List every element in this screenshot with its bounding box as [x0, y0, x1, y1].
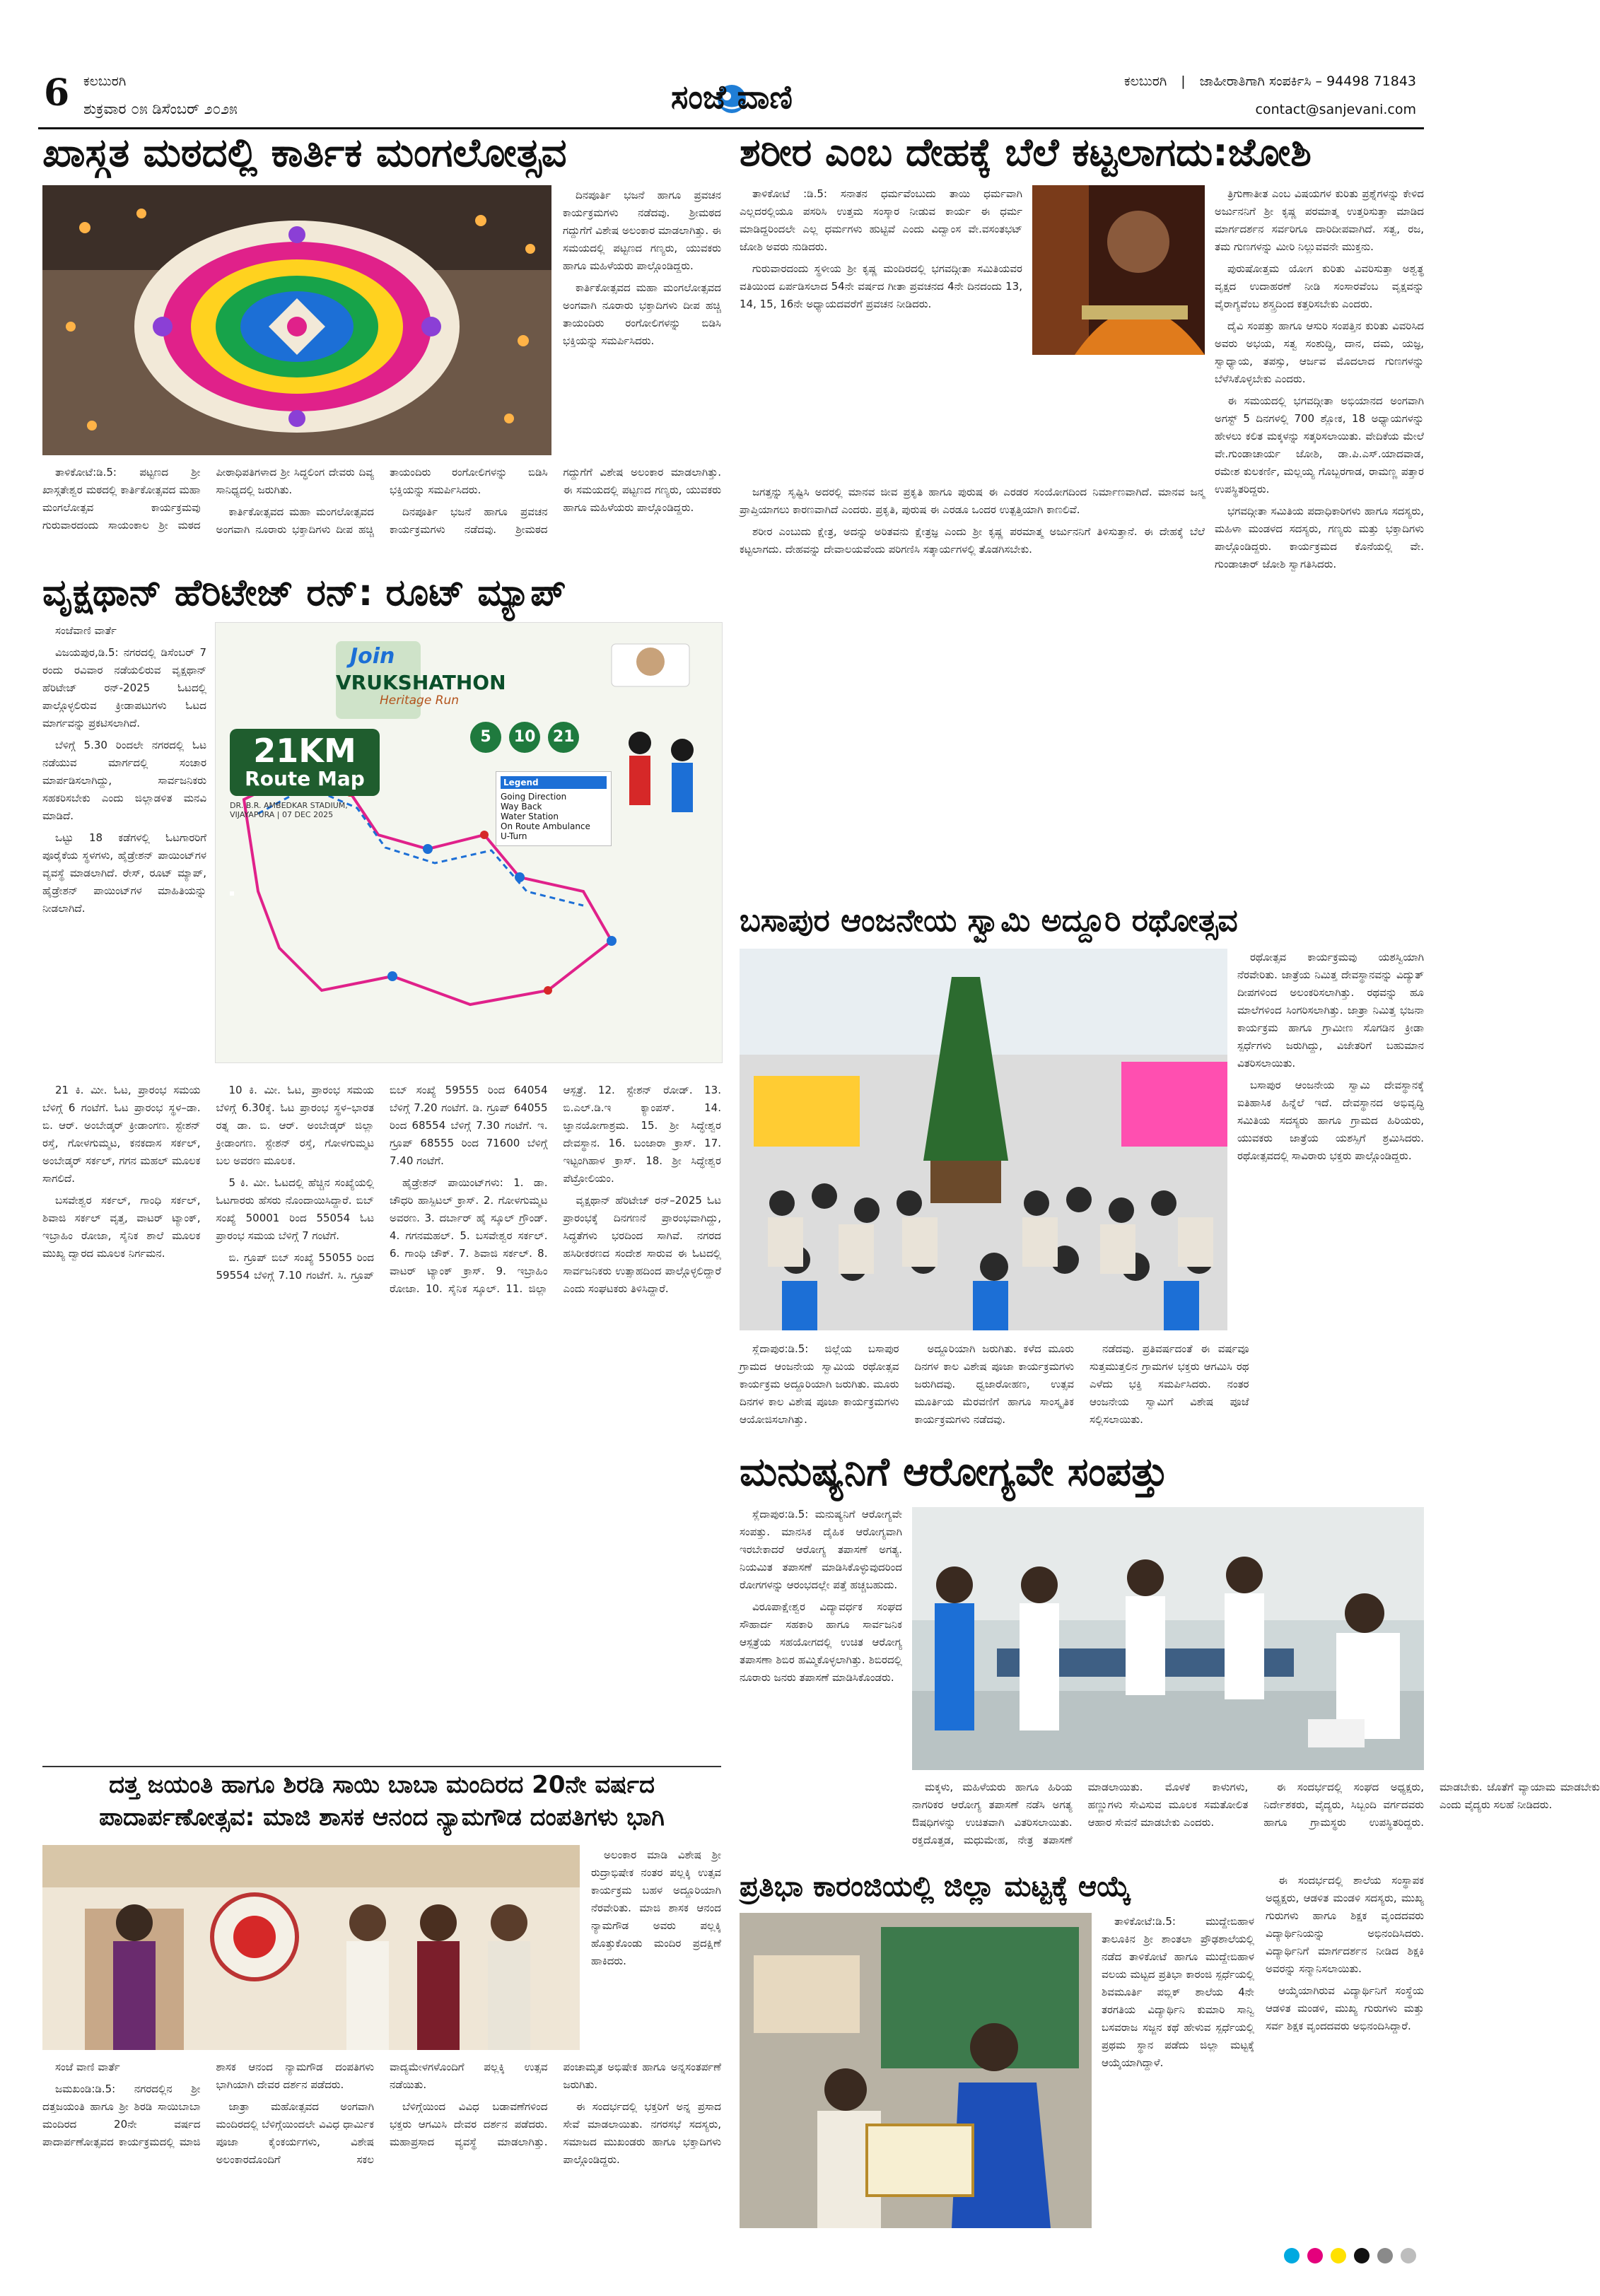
- color-dot: [1284, 2248, 1300, 2263]
- joshi-column-1: ತಾಳಿಕೋಟೆ :ಡಿ.5: ಸನಾತನ ಧರ್ಮವೆಂಬುದು ತಾಯಿ ಧರ್ಮವಾಗಿ ಎಲ್ಲದರಲ್ಲಿಯೂ ಪಸರಿಸಿ ಉತ್ತಮ ಸಂಸ್ಕಾರ ನೀಡುವ ಕಾರ್ಯ ಈ ಧರ್ಮ ಮಾಡಿದ್ದರಿಂದಲೇ ಎಲ್ಲ ಧರ್ಮಗಳು ಹುಟ್ಟಿವೆ ಎಂದು ವಿದ್ವಾಂಸ ವೇ.ವಸಂತಭಟ್ ಜೋಶಿ ಅವರು ನುಡಿದರು. ಗುರುವಾರದಂದು ಸ್ಥಳೀಯ ಶ್ರೀ ಕೃಷ್ಣ ಮಂದಿರದಲ್ಲಿ ಭಗವದ್ಗೀತಾ ಸಮಿತಿಯವರ ವತಿಯಿಂದ ಏರ್ಪಡಿಸಲಾದ 54ನೇ ವರ್ಷದ ಗೀತಾ ಪ್ರವಚನದ 4ನೇ ದಿನದಂದು 13, 14, 15, 16ನೇ ಅಧ್ಯಾಯದವರೆಗೆ ಪ್ರವಚನ ನೀಡಿದರು.: [740, 187, 1022, 310]
- student-image: [740, 1913, 1092, 2228]
- masthead-rule: [38, 127, 1424, 129]
- datta-image: [42, 1845, 580, 2050]
- pratibha-column-2: ಈ ಸಂದರ್ಭದಲ್ಲಿ ಶಾಲೆಯ ಸಂಸ್ಥಾಪಕ ಅಧ್ಯಕ್ಷರು, ಆಡಳಿತ ಮಂಡಳಿ ಸದಸ್ಯರು, ಮುಖ್ಯ ಗುರುಗಳು ಹಾಗೂ ಶಿಕ್ಷಕ ವೃಂದದವರು ವಿದ್ಯಾರ್ಥಿನಿಯನ್ನು ಅಭಿನಂದಿಸಿದರು. ವಿದ್ಯಾರ್ಥಿನಿಗೆ ಮಾರ್ಗದರ್ಶನ ನೀಡಿದ ಶಿಕ್ಷಕಿ ಅವರನ್ನು ಸನ್ಮಾನಿಸಲಾಯಿತು. ಆಯ್ಕೆಯಾಗಿರುವ ವಿದ್ಯಾರ್ಥಿನಿಗೆ ಸಂಸ್ಥೆಯ ಆಡಳಿತ ಮಂಡಳಿ, ಮುಖ್ಯ ಗುರುಗಳು ಮತ್ತು ಸರ್ವ ಶಿಕ್ಷಕ ವೃಂದದವರು ಅಭಿನಂದಿಸಿದ್ದಾರೆ.: [1266, 1874, 1424, 2032]
- karthika-headline: ಖಾಸ್ಗತ ಮಠದಲ್ಲಿ ಕಾರ್ತಿಕ ಮಂಗಲೋತ್ಸವ: [42, 130, 567, 176]
- rath-headline: ಬಸಾಪುರ ಆಂಜನೇಯ ಸ್ವಾಮಿ ಅದ್ದೂರಿ ರಥೋತ್ಸವ: [740, 903, 1238, 939]
- color-dot: [1307, 2248, 1323, 2263]
- pratibha-photo: [740, 1913, 1092, 2228]
- vruksha-headline: ವೃಕ್ಷಥಾನ್ ಹೆರಿಟೇಜ್ ರನ್: ರೂಟ್ ಮ್ಯಾಪ್: [42, 572, 566, 614]
- datta-column-right: ಅಲಂಕಾರ ಮಾಡಿ ವಿಶೇಷ ಶ್ರೀ ರುದ್ರಾಭಿಷೇಕ ನಂತರ ಪಲ್ಲಕ್ಕಿ ಉತ್ಸವ ಕಾರ್ಯಕ್ರಮ ಬಹಳ ಅದ್ದೂರಿಯಾಗಿ ನೆರವೇರಿತು. ಮಾಜಿ ಶಾಸಕ ಆನಂದ ನ್ಯಾಮಗೌಡ ಅವರು ಪಲ್ಲಕ್ಕಿ ಹೊತ್ತುಕೊಂಡು ಮಂದಿರ ಪ್ರದಕ್ಷಿಣೆ ಹಾಕಿದರು.: [591, 1849, 721, 1967]
- color-dot: [1354, 2248, 1370, 2263]
- poster-venue: DR. B.R. AMBEDKAR STADIUM, VIJAYAPURA | 07 DEC 2025: [230, 801, 348, 819]
- rangoli-image: [42, 185, 551, 455]
- joshi-column-2: ಜಗತ್ತನ್ನು ಸೃಷ್ಟಿಸಿ ಅದರಲ್ಲಿ ಮಾನವ ಜೀವ ಪ್ರಕೃತಿ ಹಾಗೂ ಪುರುಷ ಈ ಎರಡರ ಸಂಯೋಗದಿಂದ ನಿರ್ಮಾಣವಾಗಿದೆ. ಮಾನವ ಜನ್ಮ ಪ್ರಾಪ್ತಿಯಾಗಲು ಕಾರಣವಾಗಿದೆ ಎಂದರು. ಪ್ರಕೃತಿ, ಪುರುಷ ಈ ಎರಡೂ ಒಂದರ ಉತ್ಪತ್ತಿಯಾಗಿ ಕಾಣಲಿವೆ. ಶರೀರ ಎಂಬುದು ಕ್ಷೇತ್ರ, ಅದನ್ನು ಅರಿತವನು ಕ್ಷೇತ್ರಜ್ಞ ಎಂದು ಶ್ರೀ ಕೃಷ್ಣ ಪರಮಾತ್ಮ ಅರ್ಜುನನಿಗೆ ತಿಳಿಸುತ್ತಾನೆ. ಈ ದೇಹಕ್ಕೆ ಬೆಲೆ ಕಟ್ಟಲಾಗದು. ದೇಹವನ್ನು ದೇವಾಲಯವೆಂದು ಪರಿಗಣಿಸಿ ಸತ್ಕಾರ್ಯಗಳಲ್ಲಿ ತೊಡಗಿಸಬೇಕು.: [740, 486, 1205, 556]
- poster-subtitle: Heritage Run: [380, 693, 460, 708]
- legend-item: Way Back: [501, 802, 542, 812]
- city-left: ಕಲಬುರಗಿ: [83, 74, 127, 89]
- arogya-headline: ಮನುಷ್ಯನಿಗೆ ಆರೋಗ್ಯವೇ ಸಂಪತ್ತು: [740, 1449, 1169, 1495]
- newspaper-logo: [615, 74, 848, 123]
- color-dot: [1401, 2248, 1416, 2263]
- poster-join: Join: [350, 644, 395, 669]
- route-badge-sub: Route Map: [245, 767, 365, 790]
- datta-headline-1: ದತ್ತ ಜಯಂತಿ ಹಾಗೂ ಶಿರಡಿ ಸಾಯಿ ಬಾಬಾ ಮಂದಿರದ 20ನೇ ವರ್ಷದ: [109, 1771, 655, 1799]
- rath-column-right: ರಥೋತ್ಸವ ಕಾರ್ಯಕ್ರಮವು ಯಶಸ್ವಿಯಾಗಿ ನೆರವೇರಿತು. ಜಾತ್ರೆಯ ನಿಮಿತ್ತ ದೇವಸ್ಥಾನವನ್ನು ವಿದ್ಯುತ್ ದೀಪಗಳಿಂದ ಅಲಂಕರಿಸಲಾಗಿತ್ತು. ರಥವನ್ನು ಹೂ ಮಾಲೆಗಳಿಂದ ಸಿಂಗರಿಸಲಾಗಿತ್ತು. ಜಾತ್ರಾ ನಿಮಿತ್ತ ಭಜನಾ ಕಾರ್ಯಕ್ರಮ ಹಾಗೂ ಗ್ರಾಮೀಣ ಸೊಗಡಿನ ಕ್ರೀಡಾ ಸ್ಪರ್ಧೆಗಳು ಜರುಗಿದ್ದು, ವಿಜೇತರಿಗೆ ಬಹುಮಾನ ವಿತರಿಸಲಾಯಿತು. ಬಸಾಪುರ ಆಂಜನೇಯ ಸ್ವಾಮಿ ದೇವಸ್ಥಾನಕ್ಕೆ ಐತಿಹಾಸಿಕ ಹಿನ್ನೆಲೆ ಇದೆ. ದೇವಸ್ಥಾನದ ಅಭಿವೃದ್ಧಿ ಸಮಿತಿಯ ಸದಸ್ಯರು ಹಾಗೂ ಗ್ರಾಮದ ಹಿರಿಯರು, ಯುವಕರು ಜಾತ್ರೆಯ ಯಶಸ್ಸಿಗೆ ಶ್ರಮಿಸಿದರು. ರಥೋತ್ಸವದಲ್ಲಿ ಸಾವಿರಾರು ಭಕ್ತರು ಪಾಲ್ಗೊಂಡಿದ್ದರು.: [1237, 951, 1424, 1162]
- rath-photo: [740, 949, 1227, 1330]
- rangoli-photo: [42, 185, 551, 455]
- distance-5: 5: [470, 722, 501, 753]
- contact-email[interactable]: contact@sanjevani.com: [1255, 102, 1416, 117]
- karthika-column-right: ದಿನಪೂರ್ತಿ ಭಜನೆ ಹಾಗೂ ಪ್ರವಚನ ಕಾರ್ಯಕ್ರಮಗಳು ನಡೆದವು. ಶ್ರೀಮಠದ ಗದ್ದುಗೆಗೆ ವಿಶೇಷ ಅಲಂಕಾರ ಮಾಡಲಾಗಿತ್ತು. ಈ ಸಮಯದಲ್ಲಿ ಪಟ್ಟಣದ ಗಣ್ಯರು, ಯುವಕರು ಹಾಗೂ ಮಹಿಳೆಯರು ಪಾಲ್ಗೊಂಡಿದ್ದರು. ಕಾರ್ತಿಕೋತ್ಸವದ ಮಹಾ ಮಂಗಲೋತ್ಸವದ ಅಂಗವಾಗಿ ನೂರಾರು ಭಕ್ತಾದಿಗಳು ದೀಪ ಹಚ್ಚಿ ತಾಯಂದಿರು ರಂಗೋಲಿಗಳನ್ನು ಬಿಡಿಸಿ ಭಕ್ತಿಯನ್ನು ಸಮರ್ಪಿಸಿದರು.: [563, 189, 721, 347]
- karthika-body: ತಾಳಿಕೋಟೆ:ಡಿ.5: ಪಟ್ಟಣದ ಶ್ರೀ ಖಾಸ್ಗತೇಶ್ವರ ಮಠದಲ್ಲಿ ಕಾರ್ತಿಕೋತ್ಸವದ ಮಹಾ ಮಂಗಲೋತ್ಸವ ಕಾರ್ಯಕ್ರಮವು ಗುರುವಾರದಂದು ಸಾಯಂಕಾಲ ಶ್ರೀ ಮಠದ ಪೀಠಾಧಿಪತಿಗಳಾದ ಶ್ರೀ ಸಿದ್ಧಲಿಂಗ ದೇವರು ದಿವ್ಯ ಸಾನಿಧ್ಯದಲ್ಲಿ ಜರುಗಿತು. ಕಾರ್ತಿಕೋತ್ಸವದ ಮಹಾ ಮಂಗಲೋತ್ಸವದ ಅಂಗವಾಗಿ ನೂರಾರು ಭಕ್ತಾದಿಗಳು ದೀಪ ಹಚ್ಚಿ ತಾಯಂದಿರು ರಂಗೋಲಿಗಳನ್ನು ಬಿಡಿಸಿ ಭಕ್ತಿಯನ್ನು ಸಮರ್ಪಿಸಿದರು. ದಿನಪೂರ್ತಿ ಭಜನೆ ಹಾಗೂ ಪ್ರವಚನ ಕಾರ್ಯಕ್ರಮಗಳು ನಡೆದವು. ಶ್ರೀಮಠದ ಗದ್ದುಗೆಗೆ ವಿಶೇಷ ಅಲಂಕಾರ ಮಾಡಲಾಗಿತ್ತು. ಈ ಸಮಯದಲ್ಲಿ ಪಟ್ಟಣದ ಗಣ್ಯರು, ಯುವಕರು ಹಾಗೂ ಮಹಿಳೆಯರು ಪಾಲ್ಗೊಂಡಿದ್ದರು.: [42, 466, 721, 536]
- joshi-headline: ಶರೀರ ಎಂಬ ದೇಹಕ್ಕೆ ಬೆಲೆ ಕಟ್ಟಲಾಗದು:ಜೋಶಿ: [740, 130, 1312, 175]
- poster-title: VRUKSHATHON: [336, 671, 506, 694]
- datta-headline-2: ಪಾದಾರ್ಪಣೋತ್ಸವ: ಮಾಜಿ ಶಾಸಕ ಆನಂದ ನ್ಯಾಮಗೌಡ ದಂಪತಿಗಳು ಭಾಗಿ: [99, 1803, 665, 1832]
- arogya-column-1: ಸ್ಲೆದಾಪುರ:ಡಿ.5: ಮನುಷ್ಯನಿಗೆ ಆರೋಗ್ಯವೇ ಸಂಪತ್ತು. ಮಾನಸಿಕ ದೈಹಿಕ ಆರೋಗ್ಯವಾಗಿ ಇರಬೇಕಾದರೆ ಆರೋಗ್ಯ ತಪಾಸಣೆ ಅಗತ್ಯ. ನಿಯಮಿತ ತಪಾಸಣೆ ಮಾಡಿಸಿಕೊಳ್ಳುವುದರಿಂದ ರೋಗಗಳನ್ನು ಆರಂಭದಲ್ಲೇ ಪತ್ತೆ ಹಚ್ಚಬಹುದು. ವಿರೂಪಾಕ್ಷೇಶ್ವರ ವಿದ್ಯಾವರ್ಧಕ ಸಂಘದ ಸೌಹಾರ್ದ ಸಹಕಾರಿ ಹಾಗೂ ಸಾರ್ವಜನಿಕ ಆಸ್ಪತ್ರೆಯ ಸಹಯೋಗದಲ್ಲಿ ಉಚಿತ ಆರೋಗ್ಯ ತಪಾಸಣಾ ಶಿಬಿರ ಹಮ್ಮಿಕೊಳ್ಳಲಾಗಿತ್ತು. ಶಿಬಿರದಲ್ಲಿ ನೂರಾರು ಜನರು ತಪಾಸಣೆ ಮಾಡಿಸಿಕೊಂಡರು.: [740, 1508, 902, 1684]
- route-map-poster: [215, 622, 723, 1063]
- legend-item: Going Direction: [501, 792, 567, 802]
- datta-body: ಸಂಜೆ ವಾಣಿ ವಾರ್ತೆ ಜಮಖಂಡಿ:ಡಿ.5: ನಗರದಲ್ಲಿನ ಶ್ರೀ ದತ್ತಜಯಂತಿ ಹಾಗೂ ಶ್ರೀ ಶಿರಡಿ ಸಾಯಿಬಾಬಾ ಮಂದಿರದ 20ನೇ ವರ್ಷದ ಪಾದಾರ್ಪಣೋತ್ಸವದ ಕಾರ್ಯಕ್ರಮದಲ್ಲಿ ಮಾಜಿ ಶಾಸಕ ಆನಂದ ನ್ಯಾಮಗೌಡ ದಂಪತಿಗಳು ಭಾಗಿಯಾಗಿ ದೇವರ ದರ್ಶನ ಪಡೆದರು. ಜಾತ್ರಾ ಮಹೋತ್ಸವದ ಅಂಗವಾಗಿ ಮಂದಿರದಲ್ಲಿ ಬೆಳಿಗ್ಗೆಯಿಂದಲೇ ವಿವಿಧ ಧಾರ್ಮಿಕ ಪೂಜಾ ಕೈಂಕರ್ಯಗಳು, ವಿಶೇಷ ಅಲಂಕಾರದೊಂದಿಗೆ ಸಕಲ ವಾದ್ಯಮೇಳಗಳೊಂದಿಗೆ ಪಲ್ಲಕ್ಕಿ ಉತ್ಸವ ನಡೆಯಿತು. ಬೆಳಿಗ್ಗೆಯಿಂದ ವಿವಿಧ ಬಡಾವಣೆಗಳಿಂದ ಭಕ್ತರು ಆಗಮಿಸಿ ದೇವರ ದರ್ಶನ ಪಡೆದರು. ಮಹಾಪ್ರಸಾದ ವ್ಯವಸ್ಥೆ ಮಾಡಲಾಗಿತ್ತು. ಪಂಚಾಮೃತ ಅಭಿಷೇಕ ಹಾಗೂ ಅನ್ನಸಂತರ್ಪಣೆ ಜರುಗಿತು. ಈ ಸಂದರ್ಭದಲ್ಲಿ ಭಕ್ತರಿಗೆ ಅನ್ನ ಪ್ರಸಾದ ಸೇವೆ ಮಾಡಲಾಯಿತು. ನಗರಸಭೆ ಸದಸ್ಯರು, ಸಮಾಜದ ಮುಖಂಡರು ಹಾಗೂ ಭಕ್ತಾದಿಗಳು ಪಾಲ್ಗೊಂಡಿದ್ದರು.: [42, 2061, 721, 2166]
- legend-item: Water Station: [501, 812, 559, 821]
- color-registration-dots: [1280, 2248, 1416, 2266]
- color-dot: [1331, 2248, 1346, 2263]
- route-badge: [230, 729, 380, 796]
- distance-21: 21: [548, 722, 579, 753]
- color-dot: [1377, 2248, 1393, 2263]
- city-right: ಕಲಬುರಗಿ: [1124, 74, 1167, 89]
- poster-distances: [470, 722, 579, 753]
- issue-date: ಶುಕ್ರವಾರ ೦೫ ಡಿಸೆಂಬರ್ ೨೦೨೫: [83, 100, 238, 117]
- joshi-photo: [1032, 185, 1205, 355]
- datta-photo: [42, 1845, 580, 2050]
- joshi-column-right: ತ್ರಿಗುಣಾತೀತ ಎಂಬ ವಿಷಯಗಳ ಕುರಿತು ಪ್ರಶ್ನೆಗಳನ್ನು ಕೇಳಿದ ಅರ್ಜುನನಿಗೆ ಶ್ರೀ ಕೃಷ್ಣ ಪರಮಾತ್ಮ ಉತ್ತರಿಸುತ್ತಾ ಮಾಡಿದ ಮಾರ್ಗದರ್ಶನ ಸರ್ವರಿಗೂ ದಾರಿದೀಪವಾಗಿದೆ. ಸತ್ವ, ರಜ, ತಮ ಗುಣಗಳನ್ನು ಮೀರಿ ನಿಲ್ಲುವವನೇ ಮುಕ್ತನು. ಪುರುಷೋತ್ತಮ ಯೋಗ ಕುರಿತು ವಿವರಿಸುತ್ತಾ ಅಶ್ವತ್ಥ ವೃಕ್ಷದ ಉದಾಹರಣೆ ನೀಡಿ ಸಂಸಾರವೆಂಬ ವೃಕ್ಷವನ್ನು ವೈರಾಗ್ಯವೆಂಬ ಶಸ್ತ್ರದಿಂದ ಕತ್ತರಿಸಬೇಕು ಎಂದರು. ದೈವಿ ಸಂಪತ್ತು ಹಾಗೂ ಆಸುರಿ ಸಂಪತ್ತಿನ ಕುರಿತು ವಿವರಿಸಿದ ಅವರು ಅಭಯ, ಸತ್ವ ಸಂಶುದ್ಧಿ, ದಾನ, ದಮ, ಯಜ್ಞ, ಸ್ವಾಧ್ಯಾಯ, ತಪಸ್ಸು, ಆರ್ಜವ ಮೊದಲಾದ ಗುಣಗಳನ್ನು ಬೆಳೆಸಿಕೊಳ್ಳಬೇಕು ಎಂದರು. ಈ ಸಮಯದಲ್ಲಿ ಭಗವದ್ಗೀತಾ ಅಭಿಯಾನದ ಅಂಗವಾಗಿ ಅಗಸ್ಟ್ 5 ದಿನಗಳಲ್ಲಿ 700 ಶ್ಲೋಕ, 18 ಅಧ್ಯಾಯಗಳನ್ನು ಹೇಳಲು ಕಲಿತ ಮಕ್ಕಳನ್ನು ಸತ್ಕರಿಸಲಾಯಿತು. ವೇದಿಕೆಯ ಮೇಲೆ ವೇ.ಗುಂಡಾಚಾರ್ಯ ಜೋಶಿ, ಡಾ.ಪಿ.ಎಸ್.ಯಾದವಾಡ, ರಮೇಶ ಕುಲಕರ್ಣಿ, ಮಲ್ಲಯ್ಯ ಗೊಬ್ಬರಗಾಡ, ರಾಮಣ್ಣ ಪತ್ತಾರ ಉಪಸ್ಥಿತರಿದ್ದರು. ಭಗವದ್ಗೀತಾ ಸಮಿತಿಯ ಪದಾಧಿಕಾರಿಗಳು ಹಾಗೂ ಸದಸ್ಯರು, ಮಹಿಳಾ ಮಂಡಳದ ಸದಸ್ಯರು, ಗಣ್ಯರು ಮತ್ತು ಭಕ್ತಾದಿಗಳು ಪಾಲ್ಗೊಂಡಿದ್ದರು. ಕಾರ್ಯಕ್ರಮದ ಕೊನೆಯಲ್ಲಿ ವೇ. ಗುಂಡಾಚಾರ್ ಜೋಶಿ ಸ್ವಾಗತಿಸಿದರು.: [1215, 187, 1424, 570]
- logo-text: ಸಂಜೆ ವಾಣಿ: [671, 78, 793, 116]
- arogya-photo: [912, 1507, 1424, 1770]
- ad-contact: ಜಾಹೀರಾತಿಗಾಗಿ ಸಂಪರ್ಕಿಸಿ – 94498 71843: [1199, 74, 1416, 89]
- arogya-body: ಮಕ್ಕಳು, ಮಹಿಳೆಯರು ಹಾಗೂ ಹಿರಿಯ ನಾಗರಿಕರ ಆರೋಗ್ಯ ತಪಾಸಣೆ ನಡೆಸಿ ಅಗತ್ಯ ಔಷಧಿಗಳನ್ನು ಉಚಿತವಾಗಿ ವಿತರಿಸಲಾಯಿತು. ರಕ್ತದೊತ್ತಡ, ಮಧುಮೇಹ, ನೇತ್ರ ತಪಾಸಣೆ ಮಾಡಲಾಯಿತು. ಮೊಳಕೆ ಕಾಳುಗಳು, ಹಣ್ಣುಗಳು ಸೇವಿಸುವ ಮೂಲಕ ಸಮತೋಲಿತ ಆಹಾರ ಸೇವನೆ ಮಾಡಬೇಕು ಎಂದರು. ಈ ಸಂದರ್ಭದಲ್ಲಿ ಸಂಘದ ಅಧ್ಯಕ್ಷರು, ನಿರ್ದೇಶಕರು, ವೈದ್ಯರು, ಸಿಬ್ಬಂದಿ ವರ್ಗದವರು ಹಾಗೂ ಗ್ರಾಮಸ್ಥರು ಉಪಸ್ಥಿತರಿದ್ದರು. ಮಾಡಬೇಕು. ಜೊತೆಗೆ ವ್ಯಾಯಾಮ ಮಾಡಬೇಕು ಎಂದು ವೈದ್ಯರು ಸಲಹೆ ನೀಡಿದರು.: [912, 1781, 1600, 1846]
- page-number: 6: [44, 71, 70, 115]
- rath-body: ಸ್ಲೆದಾಪುರ:ಡಿ.5: ಜಿಲ್ಲೆಯ ಬಸಾಪುರ ಗ್ರಾಮದ ಆಂಜನೇಯ ಸ್ವಾಮಿಯ ರಥೋತ್ಸವ ಕಾರ್ಯಕ್ರಮ ಅದ್ದೂರಿಯಾಗಿ ಜರುಗಿತು. ಮೂರು ದಿನಗಳ ಕಾಲ ವಿಶೇಷ ಪೂಜಾ ಕಾರ್ಯಕ್ರಮಗಳು ಆಯೋಜಿಸಲಾಗಿತ್ತು. ಅದ್ದೂರಿಯಾಗಿ ಜರುಗಿತು. ಕಳೆದ ಮೂರು ದಿನಗಳ ಕಾಲ ವಿಶೇಷ ಪೂಜಾ ಕಾರ್ಯಕ್ರಮಗಳು ಜರುಗಿದವು. ಧ್ವಜಾರೋಹಣ, ಉತ್ಸವ ಮೂರ್ತಿಯ ಮೆರವಣಿಗೆ ಹಾಗೂ ಸಾಂಸ್ಕೃತಿಕ ಕಾರ್ಯಕ್ರಮಗಳು ನಡೆದವು. ನಡೆದವು. ಪ್ರತಿವರ್ಷದಂತೆ ಈ ವರ್ಷವೂ ಸುತ್ತಮುತ್ತಲಿನ ಗ್ರಾಮಗಳ ಭಕ್ತರು ಆಗಮಿಸಿ ರಥ ಎಳೆದು ಭಕ್ತಿ ಸಮರ್ಪಿಸಿದರು. ನಂತರ ಆಂಜನೇಯ ಸ್ವಾಮಿಗೆ ವಿಶೇಷ ಪೂಜೆ ಸಲ್ಲಿಸಲಾಯಿತು.: [740, 1342, 1249, 1426]
- ad-contact-line: ಕಲಬುರಗಿ | ಜಾಹೀರಾತಿಗಾಗಿ ಸಂಪರ್ಕಿಸಿ – 94498 71843: [1124, 74, 1416, 89]
- health-camp-image: [912, 1507, 1424, 1770]
- route-badge-title: 21KM: [253, 732, 356, 770]
- pratibha-headline: ಪ್ರತಿಭಾ ಕಾರಂಜಿಯಲ್ಲಿ ಜಿಲ್ಲಾ ಮಟ್ಟಕ್ಕೆ ಆಯ್ಕೆ: [740, 1870, 1131, 1903]
- pratibha-column-1: ತಾಳಿಕೋಟೆ:ಡಿ.5: ಮುದ್ದೇಬಿಹಾಳ ತಾಲೂಕಿನ ಶ್ರೀ ಶಾಂತಲಾ ಪ್ರೌಢಶಾಲೆಯಲ್ಲಿ ನಡೆದ ತಾಳಿಕೋಟೆ ಹಾಗೂ ಮುದ್ದೇಬಿಹಾಳ ವಲಯ ಮಟ್ಟದ ಪ್ರತಿಭಾ ಕಾರಂಜಿ ಸ್ಪರ್ಧೆಯಲ್ಲಿ ಶಿವಮೂರ್ತಿ ಪಬ್ಲಿಕ್ ಶಾಲೆಯ 4ನೇ ತರಗತಿಯ ವಿದ್ಯಾರ್ಥಿನಿ ಕುಮಾರಿ ಸಾನ್ವಿ ಬಸವರಾಜ ಸಜ್ಜನ ಕಥೆ ಹೇಳುವ ಸ್ಪರ್ಧೆಯಲ್ಲಿ ಪ್ರಥಮ ಸ್ಥಾನ ಪಡೆದು ಜಿಲ್ಲಾ ಮಟ್ಟಕ್ಕೆ ಆಯ್ಕೆಯಾಗಿದ್ದಾಳೆ.: [1102, 1915, 1254, 2069]
- speaker-image: [1032, 185, 1205, 355]
- map-legend: [496, 771, 612, 846]
- crowd-image: [740, 949, 1227, 1330]
- vruksha-column-1: ಸಂಜೆವಾಣಿ ವಾರ್ತೆ ವಿಜಯಪುರ,ಡಿ.5: ನಗರದಲ್ಲಿ ಡಿಸೆಂಬರ್ 7 ರಂದು ರವಿವಾರ ನಡೆಯಲಿರುವ ವೃಕ್ಷಥಾನ್ ಹೆರಿಟೇಜ್ ರನ್-2025 ಓಟದಲ್ಲಿ ಪಾಲ್ಗೊಳ್ಳಲಿರುವ ಕ್ರೀಡಾಪಟುಗಳು ಓಟದ ಮಾರ್ಗವನ್ನು ಪ್ರಕಟಿಸಲಾಗಿದೆ. ಬೆಳಿಗ್ಗೆ 5.30 ರಿಂದಲೇ ನಗರದಲ್ಲಿ ಓಟ ನಡೆಯುವ ಮಾರ್ಗದಲ್ಲಿ ಸಂಚಾರ ಮಾರ್ಪಡಿಸಲಾಗಿದ್ದು, ಸಾರ್ವಜನಿಕರು ಸಹಕರಿಸಬೇಕು ಎಂದು ಜಿಲ್ಲಾಡಳಿತ ಮನವಿ ಮಾಡಿದೆ. ಒಟ್ಟು 18 ಕಡೆಗಳಲ್ಲಿ ಓಟಗಾರರಿಗೆ ಪೂರೈಕೆಯ ಸ್ಥಳಗಳು, ಹೈಡ್ರೇಶನ್ ಪಾಯಿಂಟ್‌ಗಳ ವ್ಯವಸ್ಥೆ ಮಾಡಲಾಗಿದೆ. ರೇಸ್, ರೂಟ್ ಮ್ಯಾಪ್, ಹೈಡ್ರೇಶನ್ ಪಾಯಿಂಟ್‌ಗಳ ಮಾಹಿತಿಯನ್ನು ನೀಡಲಾಗಿದೆ.: [42, 624, 206, 915]
- legend-item: U-Turn: [501, 831, 527, 841]
- legend-item: On Route Ambulance: [501, 821, 590, 831]
- distance-10: 10: [509, 722, 540, 753]
- datta-rule: [42, 1766, 721, 1767]
- vruksha-body-main: 21 ಕಿ. ಮೀ. ಓಟ, ಪ್ರಾರಂಭ ಸಮಯ ಬೆಳಿಗ್ಗೆ 6 ಗಂಟೆಗೆ. ಓಟ ಪ್ರಾರಂಭ ಸ್ಥಳ–ಡಾ. ಬಿ. ಆರ್. ಅಂಬೇಡ್ಕರ್ ಕ್ರೀಡಾಂಗಣ. ಸ್ಟೇಶನ್ ರಸ್ತೆ, ಗೋಳಗುಮ್ಮಟ, ಕನಕದಾಸ ಸರ್ಕಲ್, ಅಂಬೇಡ್ಕರ್ ಸರ್ಕಲ್, ಗಗನ ಮಹಲ್ ಮೂಲಕ ಸಾಗಲಿದೆ. ಬಸವೇಶ್ವರ ಸರ್ಕಲ್, ಗಾಂಧಿ ಸರ್ಕಲ್, ಶಿವಾಜಿ ಸರ್ಕಲ್ ವೃತ್ತ, ವಾಟರ್ ಟ್ಯಾಂಕ್, ಇಬ್ರಾಹಿಂ ರೋಜಾ, ಸೈನಿಕ ಶಾಲೆ ಮೂಲಕ ಮುಖ್ಯ ದ್ವಾರದ ಮೂಲಕ ನಿರ್ಗಮನ. 10 ಕಿ. ಮೀ. ಓಟ, ಪ್ರಾರಂಭ ಸಮಯ ಬೆಳಿಗ್ಗೆ 6.30ಕ್ಕೆ. ಓಟ ಪ್ರಾರಂಭ ಸ್ಥಳ–ಭಾರತ ರತ್ನ ಡಾ. ಬಿ. ಆರ್. ಅಂಬೇಡ್ಕರ್ ಜಿಲ್ಲಾ ಕ್ರೀಡಾಂಗಣ. ಸ್ಟೇಶನ್ ರಸ್ತೆ, ಗೋಳಗುಮ್ಮಟ ಬಲ ಅವರಣ ಮೂಲಕ. 5 ಕಿ. ಮೀ. ಓಟದಲ್ಲಿ ಹೆಚ್ಚಿನ ಸಂಖ್ಯೆಯಲ್ಲಿ ಓಟಗಾರರು ಹೆಸರು ನೊಂದಾಯಿಸಿದ್ದಾರೆ. ಬಿಬ್ ಸಂಖ್ಯೆ 50001 ರಿಂದ 55054 ಓಟ ಪ್ರಾರಂಭ ಸಮಯ ಬೆಳಿಗ್ಗೆ 7 ಗಂಟೆಗೆ. ಬಿ. ಗ್ರೂಪ್ ಬಿಬ್ ಸಂಖ್ಯೆ 55055 ರಿಂದ 59554 ಬೆಳಿಗ್ಗೆ 7.10 ಗಂಟೆಗೆ. ಸಿ. ಗ್ರೂಪ್ ಬಿಬ್ ಸಂಖ್ಯೆ 59555 ರಿಂದ 64054 ಬೆಳಿಗ್ಗೆ 7.20 ಗಂಟೆಗೆ. ಡಿ. ಗ್ರೂಪ್ 64055 ರಿಂದ 68554 ಬೆಳಿಗ್ಗೆ 7.30 ಗಂಟೆಗೆ. ಇ. ಗ್ರೂಪ್ 68555 ರಿಂದ 71600 ಬೆಳಿಗ್ಗೆ 7.40 ಗಂಟೆಗೆ. ಹೈಡ್ರೇಶನ್ ಪಾಯಿಂಟ್‌ಗಳು: 1. ಡಾ. ಚೌಧರಿ ಹಾಸ್ಪಿಟಲ್ ಕ್ರಾಸ್. 2. ಗೋಳಗುಮ್ಮಟ ಅವರಣ. 3. ದರ್ಬಾರ್ ಹೈ ಸ್ಕೂಲ್ ಗ್ರೌಂಡ್. 4. ಗಗನಮಹಲ್. 5. ಬಸವೇಶ್ವರ ಸರ್ಕಲ್. 6. ಗಾಂಧಿ ಚೌಕ್. 7. ಶಿವಾಜಿ ಸರ್ಕಲ್. 8. ವಾಟರ್ ಟ್ಯಾಂಕ್ ಕ್ರಾಸ್. 9. ಇಬ್ರಾಹಿಂ ರೋಜಾ. 10. ಸೈನಿಕ ಸ್ಕೂಲ್. 11. ಜಿಲ್ಲಾ ಆಸ್ಪತ್ರೆ. 12. ಸ್ಟೇಶನ್ ರೋಡ್. 13. ಬಿ.ಎಲ್.ಡಿ.ಇ ಕ್ಯಾಂಪಸ್. 14. ಜ್ಞಾನಯೋಗಾಶ್ರಮ. 15. ಶ್ರೀ ಸಿದ್ಧೇಶ್ವರ ದೇವಸ್ಥಾನ. 16. ಬಂಜಾರಾ ಕ್ರಾಸ್. 17. ಇಟ್ಟಂಗಿಹಾಳ ಕ್ರಾಸ್. 18. ಶ್ರೀ ಸಿದ್ಧೇಶ್ವರ ಪೆಟ್ರೋಲಿಯಂ. ವೃಕ್ಷಥಾನ್ ಹೆರಿಟೇಜ್ ರನ್–2025 ಓಟ ಪ್ರಾರಂಭಕ್ಕೆ ದಿನಗಣನೆ ಪ್ರಾರಂಭವಾಗಿದ್ದು, ಸಿದ್ಧತೆಗಳು ಭರದಿಂದ ಸಾಗಿವೆ. ನಗರದ ಹಸಿರೀಕರಣದ ಸಂದೇಶ ಸಾರುವ ಈ ಓಟದಲ್ಲಿ ಸಾರ್ವಜನಿಕರು ಉತ್ಸಾಹದಿಂದ ಪಾಲ್ಗೊಳ್ಳಲಿದ್ದಾರೆ ಎಂದು ಸಂಘಟಕರು ತಿಳಿಸಿದ್ದಾರೆ.: [42, 1084, 721, 1295]
- legend-title: Legend: [501, 776, 607, 789]
